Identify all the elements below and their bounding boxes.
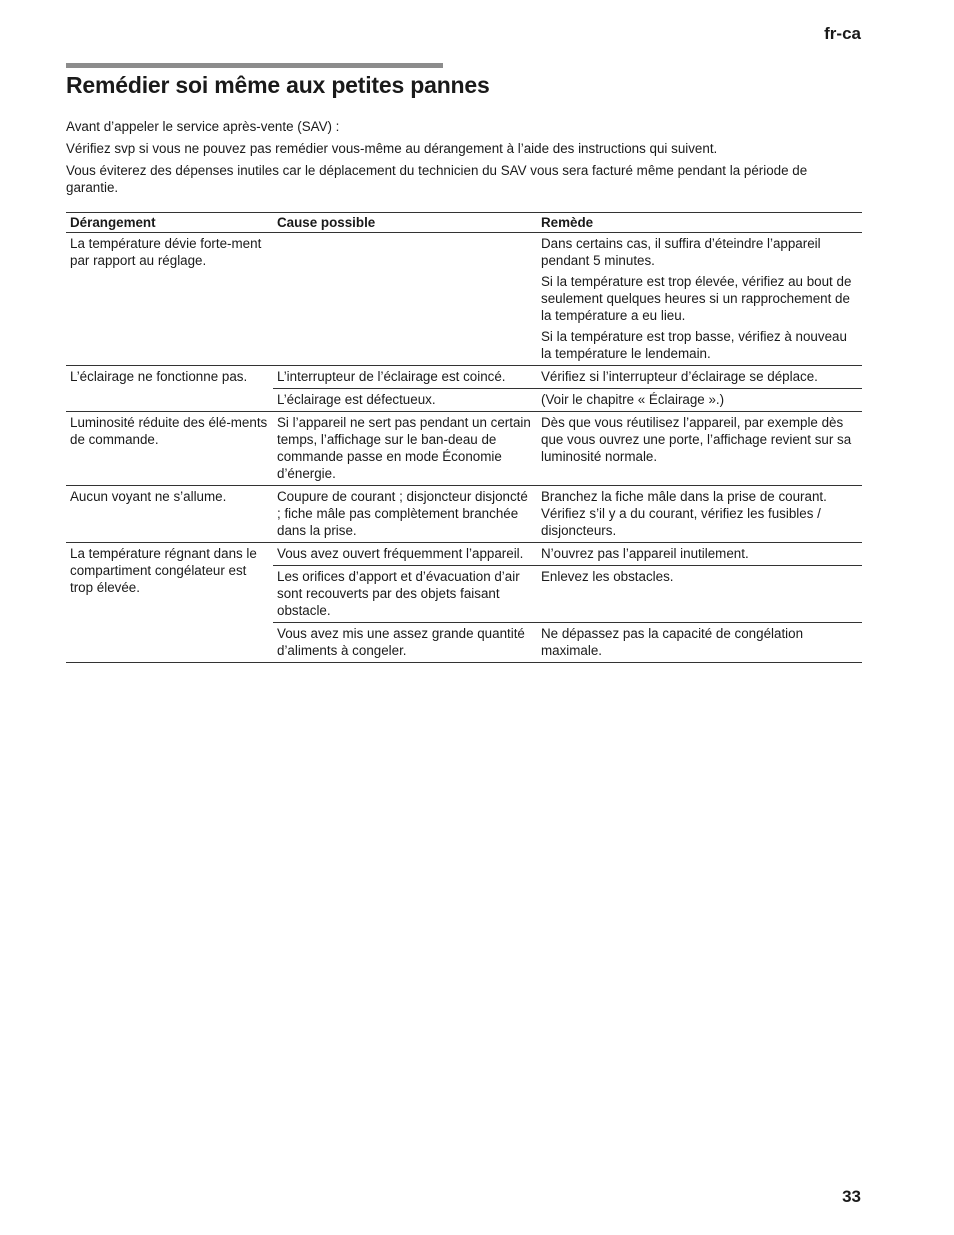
troubleshooting-table [66,212,862,663]
remedy-cell: Enlevez les obstacles. [537,566,862,623]
page-number: 33 [842,1187,861,1206]
table-header-row [66,213,862,233]
intro-text [66,118,846,201]
remedy-cell: Branchez la fiche mâle dans la prise de courant. Vérifiez s’il y a du courant, vérifiez les fusibles / disjoncteurs. [537,486,862,543]
intro-paragraph: Vous éviterez des dépenses inutiles car le déplacement du technicien du SAV vous sera facturé même pendant la période de garantie. [66,163,808,195]
header-problem: Dérangement [66,213,273,233]
problem-cell: La température dévie forte-ment par rapport au réglage. [66,233,273,366]
cause-cell: Les orifices d’apport et d’évacuation d’air sont recouverts par des objets faisant obstacle. [273,566,537,623]
table-row [66,233,862,366]
problem-cell: L’éclairage ne fonctionne pas. [66,366,273,412]
page-title: Remédier soi même aux petites pannes [66,72,490,98]
remedy-cell: Dès que vous réutilisez l’appareil, par exemple dès que vous ouvrez une porte, l’affichage revient sur sa luminosité normale. [537,412,862,486]
cause-cell: L’éclairage est défectueux. [273,389,537,412]
remedy-text: Dans certains cas, il suffira d’éteindre l’appareil pendant 5 minutes. [541,236,821,268]
intro-paragraph: Vérifiez svp si vous ne pouvez pas remédier vous-même au dérangement à l’aide des instructions qui suivent. [66,141,718,156]
remedy-cell: Vérifiez si l’interrupteur d’éclairage se déplace. [537,366,862,389]
remedy-text: Si la température est trop basse, vérifiez à nouveau la température le lendemain. [541,329,847,361]
header-cause: Cause possible [273,213,537,233]
remedy-cell: N’ouvrez pas l’appareil inutilement. [537,543,862,566]
problem-cell: La température régnant dans le compartiment congélateur est trop élevée. [66,543,273,663]
remedy-text: Si la température est trop élevée, vérifiez au bout de seulement quelques heures si un rapprochement de la température a eu lieu. [541,274,852,323]
cause-cell: Vous avez ouvert fréquemment l’appareil. [273,543,537,566]
problem-cell: Aucun voyant ne s’allume. [66,486,273,543]
language-code: fr-ca [824,24,861,43]
table-row [66,366,862,389]
cause-cell: L’interrupteur de l’éclairage est coincé. [273,366,537,389]
cause-cell: Vous avez mis une assez grande quantité d’aliments à congeler. [273,623,537,663]
table-row [66,486,862,543]
header-remedy: Remède [537,213,862,233]
cause-cell: Coupure de courant ; disjoncteur disjoncté ; fiche mâle pas complètement branchée dans la prise. [273,486,537,543]
title-rule [66,63,443,68]
intro-paragraph: Avant d’appeler le service après-vente (SAV) : [66,119,340,134]
problem-cell: Luminosité réduite des élé-ments de commande. [66,412,273,486]
cause-cell [273,233,537,366]
table-row [66,412,862,486]
table-row [66,543,862,566]
cause-cell: Si l’appareil ne sert pas pendant un certain temps, l’affichage sur le ban-deau de commande passe en mode Économie d’énergie. [273,412,537,486]
remedy-cell: (Voir le chapitre « Éclairage ».) [537,389,862,412]
remedy-cell [537,233,862,366]
remedy-cell: Ne dépassez pas la capacité de congélation maximale. [537,623,862,663]
